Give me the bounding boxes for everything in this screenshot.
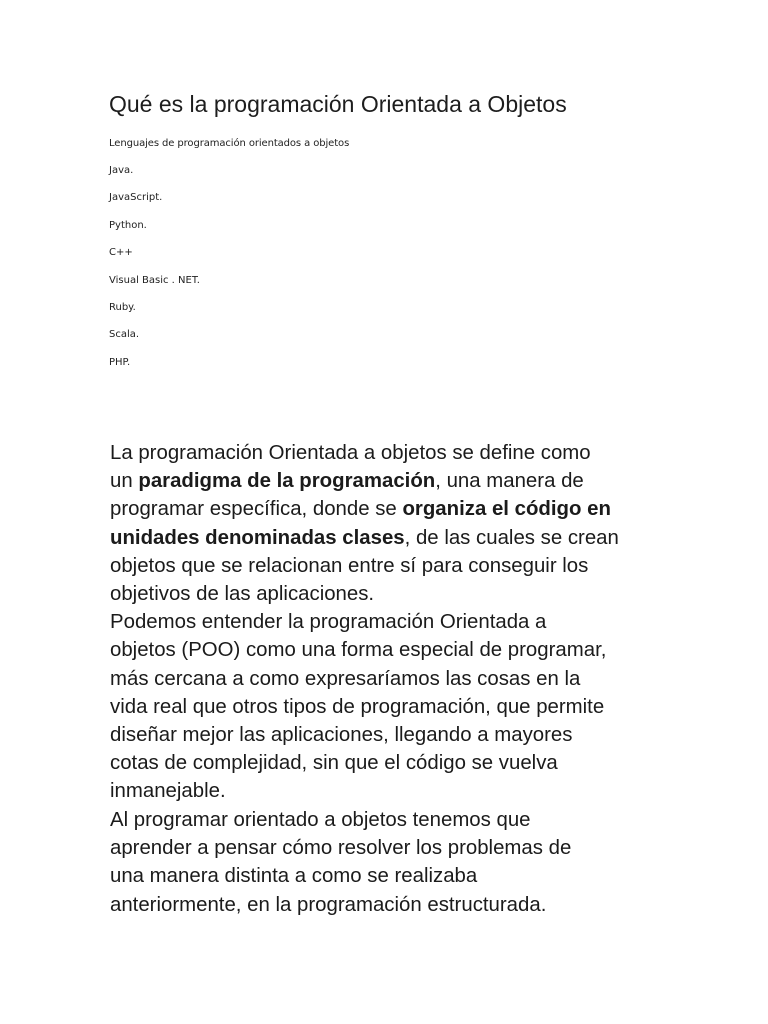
language-item: JavaScript. [109, 192, 163, 204]
text-line: objetos que se relacionan entre sí para conseguir los [110, 554, 589, 577]
language-item: Python. [109, 219, 147, 231]
text-line: una manera distinta a como se realizaba [110, 865, 478, 888]
languages-list [109, 162, 200, 381]
languages-heading: Lenguajes de programación orientados a objetos [109, 138, 350, 149]
language-item: Visual Basic . NET. [109, 274, 200, 286]
text-line: aprender a pensar cómo resolver los problemas de [110, 837, 572, 860]
text-line: inmanejable. [110, 780, 226, 803]
language-item: Java. [109, 165, 134, 176]
bold-phrase: paradigma de la programación [138, 470, 436, 493]
bold-phrase: unidades denominadas clases [110, 526, 405, 549]
text-run: , una manera de [435, 470, 584, 493]
text-line [110, 495, 670, 523]
language-item: Scala. [109, 329, 140, 341]
text-run: un [110, 470, 139, 493]
language-item: C++ [109, 247, 133, 259]
text-line: objetivos de las aplicaciones. [110, 583, 375, 606]
language-item: Ruby. [109, 301, 136, 313]
text-run: , de las cuales se crean [404, 526, 619, 549]
text-line: más cercana a como expresaríamos las cosas en la [110, 667, 581, 690]
text-run: programar específica, donde se [110, 498, 403, 521]
page-title: Qué es la programación Orientada a Objetos [109, 91, 567, 117]
text-line: objetos (POO) como una forma especial de programar, [110, 639, 607, 662]
text-line: La programación Orientada a objetos se define como [110, 442, 591, 464]
text-line [110, 467, 670, 495]
language-item: PHP. [109, 356, 131, 368]
text-line: anteriormente, en la programación estructurada. [110, 893, 547, 916]
text-line: cotas de complejidad, sin que el código se vuelva [110, 752, 558, 775]
oop-thinking-paragraph [110, 806, 670, 919]
text-line [110, 524, 670, 552]
bold-phrase: organiza el código en [402, 498, 611, 521]
definition-paragraph [110, 439, 670, 806]
text-line: diseñar mejor las aplicaciones, llegando a mayores [110, 724, 573, 747]
text-line: Al programar orientado a objetos tenemos que [110, 809, 531, 831]
text-line: vida real que otros tipos de programación, que permite [110, 695, 605, 718]
text-line: Podemos entender la programación Orientada a [110, 611, 547, 634]
